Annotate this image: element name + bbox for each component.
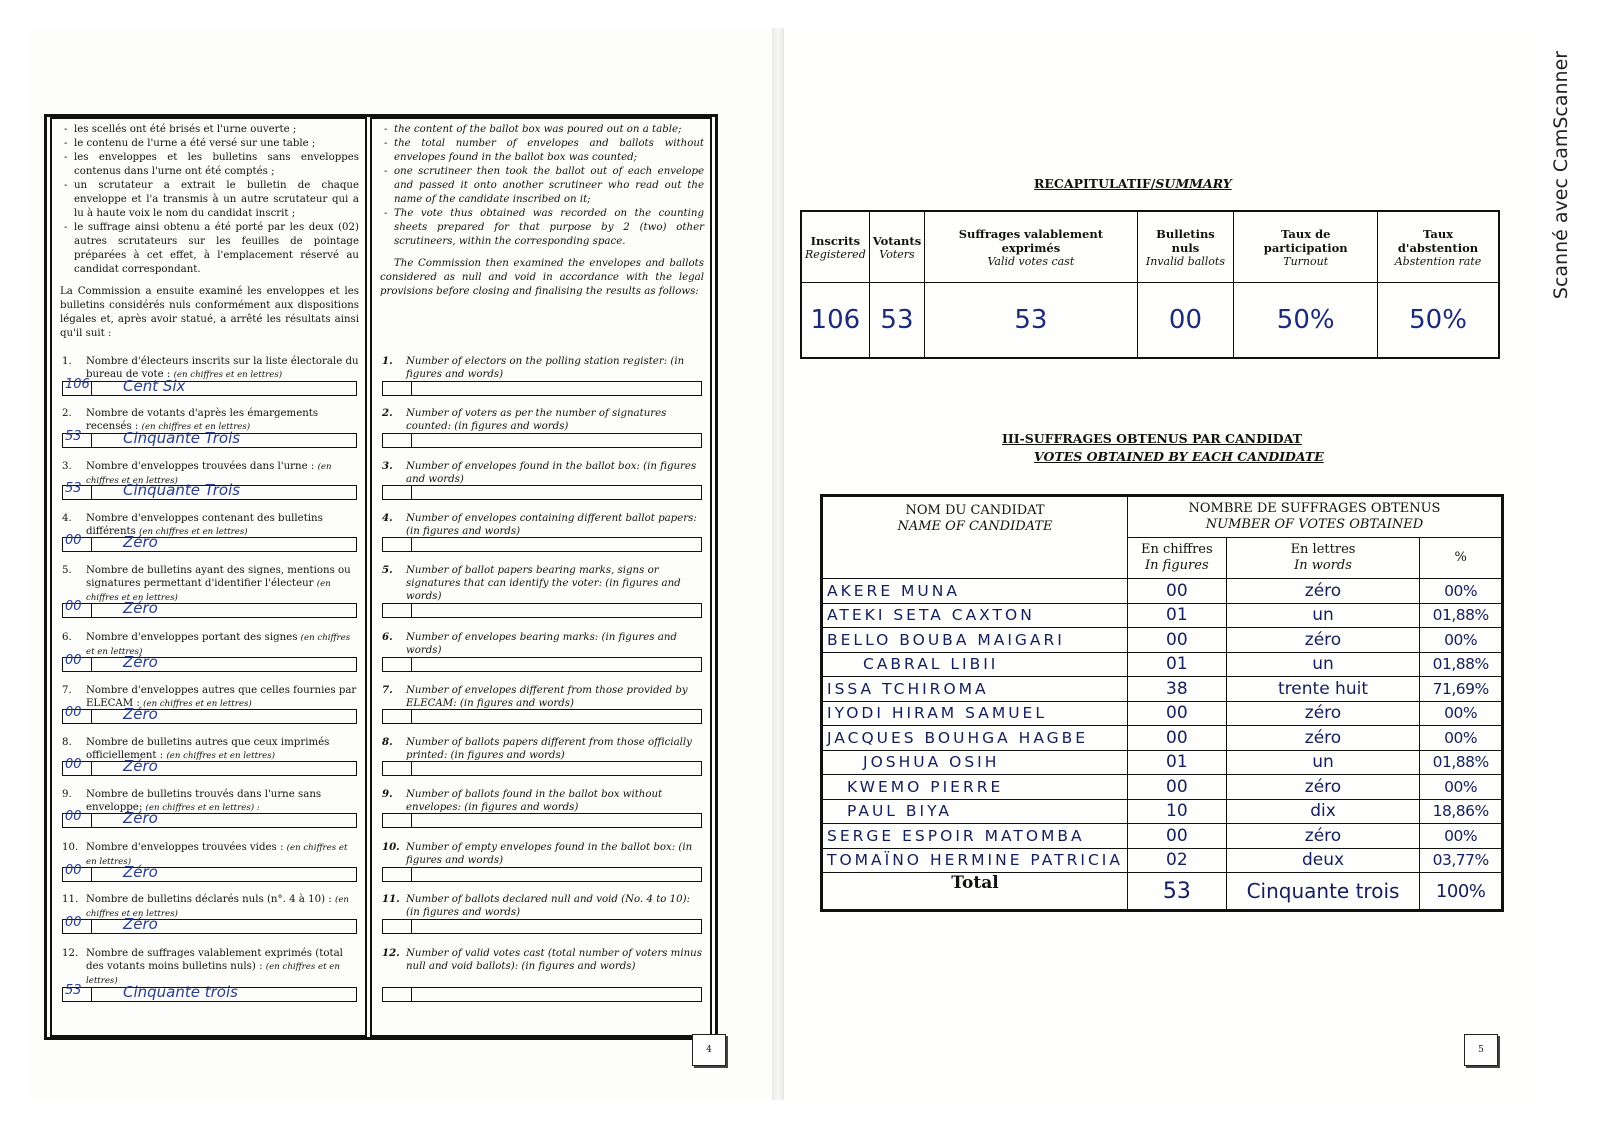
fr-item bbox=[62, 684, 359, 711]
summary-header-fr: Inscrits bbox=[810, 233, 861, 248]
fr-item bbox=[62, 631, 359, 659]
fr-answer-field bbox=[62, 599, 357, 618]
en-item bbox=[382, 947, 704, 973]
fr-item-number: 5. bbox=[62, 565, 72, 576]
candidate-votes-figures: 00 bbox=[1127, 726, 1226, 751]
page-number-left: 4 bbox=[692, 1034, 726, 1066]
answer-figure: 00 bbox=[65, 705, 82, 720]
summary-table bbox=[800, 210, 1500, 359]
en-item-number: 3. bbox=[382, 460, 393, 472]
answer-words: Zéro bbox=[123, 599, 158, 617]
answer-figure: 53 bbox=[65, 429, 82, 444]
fr-item-hint: (en chiffres et en lettres) bbox=[166, 751, 275, 761]
header-votes-obtained bbox=[1127, 496, 1502, 538]
candidate-row bbox=[822, 701, 1503, 726]
fr-item-label: Nombre de votants d'après les émargements recensés : bbox=[86, 408, 319, 432]
minutes-frame bbox=[44, 114, 718, 1040]
candidate-name: ISSA TCHIROMA bbox=[822, 677, 1128, 702]
french-intro-paragraph: La Commission a ensuite examiné les enveloppes et les bulletins considérés nuls conformément aux dispositions légales et, après avoir statué, a arrêté les résultats ainsi qu'il suit : bbox=[60, 286, 359, 339]
answer-figure-box bbox=[383, 434, 412, 447]
candidate-votes-figures: 38 bbox=[1127, 677, 1226, 702]
fr-bullet: - les enveloppes et les bulletins sans enveloppes contenus dans l'urne ont été comptés ; bbox=[74, 151, 359, 179]
candidate-votes-figures: 01 bbox=[1127, 652, 1226, 677]
candidate-votes-words: un bbox=[1226, 750, 1420, 775]
summary-value-cell: 50% bbox=[1378, 283, 1499, 359]
fr-item-number: 8. bbox=[62, 737, 72, 748]
en-item-text bbox=[406, 736, 704, 762]
en-item bbox=[382, 893, 704, 919]
summary-header-en: Registered bbox=[805, 247, 866, 261]
fr-item-number: 4. bbox=[62, 513, 72, 524]
en-item-label: Number of ballots declared null and void (No. 4 to 10): (in figures and words) bbox=[406, 894, 691, 918]
camscanner-watermark bbox=[1548, 30, 1574, 320]
candidate-votes-words: zéro bbox=[1226, 824, 1420, 849]
summary-value-cell: 50% bbox=[1234, 283, 1378, 359]
total-label: Total bbox=[822, 873, 1128, 911]
fr-item-label: Nombre d'enveloppes portant des signes bbox=[86, 632, 298, 643]
answer-words: Zéro bbox=[123, 863, 158, 881]
candidate-name: PAUL BIYA bbox=[822, 799, 1128, 824]
fr-answer-field bbox=[62, 915, 357, 934]
en-item bbox=[382, 512, 704, 538]
candidate-votes-words: zéro bbox=[1226, 628, 1420, 653]
summary-header-en: Voters bbox=[879, 247, 915, 261]
en-item-text bbox=[406, 512, 704, 538]
votes-title-fr: III-SUFFRAGES OBTENUS PAR CANDIDAT bbox=[1002, 431, 1302, 446]
answer-figure-box bbox=[383, 658, 412, 671]
candidate-row bbox=[822, 652, 1503, 677]
fr-answer-field bbox=[62, 533, 357, 552]
fr-item-number: 2. bbox=[62, 408, 72, 419]
summary-header-fr: Bulletins nuls bbox=[1156, 226, 1215, 255]
summary-title: RECAPITULATIF/SUMMARY bbox=[1034, 176, 1232, 191]
header-candidate-name bbox=[822, 496, 1128, 579]
answer-figure: 106 bbox=[65, 377, 90, 392]
candidate-name: JOSHUA OSIH bbox=[822, 750, 1128, 775]
candidate-row bbox=[822, 775, 1503, 800]
total-words: Cinquante trois bbox=[1226, 873, 1420, 911]
en-answer-field bbox=[382, 813, 702, 828]
summary-value-cell: 53 bbox=[925, 283, 1137, 359]
french-column bbox=[50, 117, 367, 1037]
en-answer-field bbox=[382, 433, 702, 448]
candidate-name: BELLO BOUBA MAIGARI bbox=[822, 628, 1128, 653]
fr-item-hint: (en chiffres et en lettres) bbox=[139, 527, 248, 537]
answer-figure-box bbox=[383, 710, 412, 723]
answer-figure-box bbox=[383, 486, 412, 499]
summary-header-cell bbox=[925, 211, 1137, 283]
summary-header-en: Valid votes cast bbox=[987, 254, 1075, 268]
total-figures: 53 bbox=[1127, 873, 1226, 911]
candidate-row bbox=[822, 579, 1503, 604]
fr-item-label: Nombre d'enveloppes trouvées vides : bbox=[86, 842, 284, 853]
candidate-name: KWEMO PIERRE bbox=[822, 775, 1128, 800]
answer-figure: 53 bbox=[65, 983, 82, 998]
en-item-number: 1. bbox=[382, 355, 393, 367]
fr-item bbox=[62, 736, 359, 763]
summary-value-cell: 53 bbox=[869, 283, 924, 359]
en-item-text bbox=[406, 893, 704, 919]
en-item-number: 7. bbox=[382, 684, 393, 696]
fr-item-hint: (en chiffres et en lettres) bbox=[86, 895, 349, 919]
summary-value-cell: 106 bbox=[801, 283, 869, 359]
en-bullet: - The vote thus obtained was recorded on the counting sheets prepared for that purpose by 2 (two) other scrutineers, within the corresponding space. bbox=[394, 207, 704, 249]
fr-item-hint: (en chiffres et en lettres) bbox=[141, 422, 251, 432]
header-percent: % bbox=[1420, 538, 1503, 579]
candidate-votes-words: zéro bbox=[1226, 701, 1420, 726]
candidate-percent: 03,77% bbox=[1420, 848, 1503, 873]
answer-words: Zéro bbox=[123, 705, 158, 723]
en-bullet: - the content of the ballot box was poured out on a table; bbox=[394, 123, 704, 137]
candidate-percent: 71,69% bbox=[1420, 677, 1503, 702]
fr-item-number: 10. bbox=[62, 842, 79, 853]
answer-words: Cinquante Trois bbox=[123, 429, 241, 447]
answer-figure-box bbox=[383, 868, 412, 881]
candidate-percent: 00% bbox=[1420, 701, 1503, 726]
candidate-votes-figures: 00 bbox=[1127, 628, 1226, 653]
answer-figure-box bbox=[383, 382, 412, 395]
english-intro-paragraph: The Commission then examined the envelopes and ballots considered as null and void in accordance with the legal provisions before closing and finalising the results as follows: bbox=[380, 258, 704, 297]
summary-header-en: Abstention rate bbox=[1394, 254, 1482, 268]
candidate-votes-figures: 01 bbox=[1127, 750, 1226, 775]
candidate-name: JACQUES BOUHGA HAGBE bbox=[822, 726, 1128, 751]
candidate-votes-figures: 00 bbox=[1127, 701, 1226, 726]
answer-figure-box bbox=[383, 920, 412, 933]
fr-item-label: Nombre de bulletins trouvés dans l'urne sans enveloppe: bbox=[86, 789, 322, 813]
page-number-right: 5 bbox=[1464, 1034, 1498, 1066]
candidate-votes-words: deux bbox=[1226, 848, 1420, 873]
candidate-percent: 18,86% bbox=[1420, 799, 1503, 824]
fr-item-hint: (en chiffres et en lettres) bbox=[143, 699, 252, 709]
en-item-number: 5. bbox=[382, 564, 393, 576]
summary-value-cell: 00 bbox=[1137, 283, 1234, 359]
header-in-words bbox=[1226, 538, 1420, 579]
en-item-label: Number of valid votes cast (total number of voters minus null and void ballots): (in figures and words) bbox=[406, 948, 702, 972]
answer-figure: 00 bbox=[65, 757, 82, 772]
summary-header-fr: Taux d'abstention bbox=[1397, 226, 1479, 255]
fr-answer-field bbox=[62, 809, 357, 828]
summary-header-fr: Votants bbox=[872, 233, 922, 248]
candidate-votes-figures: 00 bbox=[1127, 775, 1226, 800]
candidate-votes-words: zéro bbox=[1226, 726, 1420, 751]
answer-figure: 53 bbox=[65, 481, 82, 496]
en-item-text bbox=[406, 684, 704, 710]
answer-words: Cent Six bbox=[123, 377, 186, 395]
answer-figure: 00 bbox=[65, 599, 82, 614]
fr-answer-field bbox=[62, 429, 357, 448]
summary-header-row bbox=[801, 211, 1499, 283]
candidate-percent: 01,88% bbox=[1420, 603, 1503, 628]
summary-header-cell bbox=[1137, 211, 1234, 283]
en-item-text bbox=[406, 564, 704, 603]
fr-item bbox=[62, 564, 359, 605]
camscanner-text: Scanné avec CamScanner bbox=[1550, 50, 1572, 300]
candidate-name: IYODI HIRAM SAMUEL bbox=[822, 701, 1128, 726]
candidate-row bbox=[822, 848, 1503, 873]
summary-header-en: Turnout bbox=[1283, 254, 1329, 268]
fr-item-label: Nombre de bulletins ayant des signes, mentions ou signatures permettant d'identifier l'électeur bbox=[86, 565, 351, 589]
candidate-name: ATEKI SETA CAXTON bbox=[822, 603, 1128, 628]
candidate-votes-words: zéro bbox=[1226, 775, 1420, 800]
candidate-votes-figures: 10 bbox=[1127, 799, 1226, 824]
answer-words: Zéro bbox=[123, 653, 158, 671]
en-item-label: Number of ballots found in the ballot box without envelopes: (in figures and words) bbox=[406, 789, 663, 813]
candidate-votes-figures: 00 bbox=[1127, 824, 1226, 849]
en-answer-field bbox=[382, 537, 702, 552]
fr-item-hint: (en chiffres et en lettres) bbox=[173, 370, 283, 380]
fr-item-label: Nombre d'enveloppes trouvées dans l'urne : bbox=[86, 461, 315, 472]
header-candidate-name-fr: NOM DU CANDIDAT bbox=[905, 503, 1045, 518]
candidate-row bbox=[822, 603, 1503, 628]
candidate-percent: 00% bbox=[1420, 579, 1503, 604]
en-item-number: 6. bbox=[382, 631, 393, 643]
candidate-name: SERGE ESPOIR MATOMBA bbox=[822, 824, 1128, 849]
candidate-row bbox=[822, 628, 1503, 653]
candidate-name: AKERE MUNA bbox=[822, 579, 1128, 604]
en-item-text bbox=[406, 947, 704, 973]
votes-title-en: VOTES OBTAINED BY EACH CANDIDATE bbox=[1034, 449, 1324, 464]
fr-item-hint: (en chiffres et en lettres) : bbox=[145, 803, 260, 813]
en-answer-field bbox=[382, 987, 702, 1002]
candidate-votes-figures: 01 bbox=[1127, 603, 1226, 628]
summary-header-fr: Suffrages valablement exprimés bbox=[958, 226, 1104, 255]
fr-item bbox=[62, 893, 359, 921]
en-item-number: 2. bbox=[382, 407, 393, 419]
answer-figure-box bbox=[383, 538, 412, 551]
en-item-number: 8. bbox=[382, 736, 393, 748]
answer-figure: 00 bbox=[65, 915, 82, 930]
fr-bullet: - le suffrage ainsi obtenu a été porté par les deux (02) autres scrutateurs sur les feuilles de pointage préparées à cet effet, à l'emplacement réservé au candidat correspondant. bbox=[74, 221, 359, 277]
fr-item-number: 7. bbox=[62, 685, 72, 696]
answer-figure: 00 bbox=[65, 653, 82, 668]
fr-item bbox=[62, 355, 359, 382]
fr-item-label: Nombre de bulletins autres que ceux imprimés officiellement : bbox=[86, 737, 330, 761]
answer-figure: 00 bbox=[65, 863, 82, 878]
answer-figure-box bbox=[383, 988, 412, 1001]
en-answer-field bbox=[382, 919, 702, 934]
candidate-votes-words: zéro bbox=[1226, 579, 1420, 604]
candidate-row bbox=[822, 750, 1503, 775]
en-item-text bbox=[406, 631, 704, 657]
en-item bbox=[382, 841, 704, 867]
total-percent: 100% bbox=[1420, 873, 1503, 911]
header-in-words-fr: En lettres bbox=[1290, 542, 1356, 557]
fr-item-number: 6. bbox=[62, 632, 72, 643]
candidate-votes-words: dix bbox=[1226, 799, 1420, 824]
candidate-row bbox=[822, 726, 1503, 751]
summary-header-cell bbox=[1378, 211, 1499, 283]
en-answer-field bbox=[382, 603, 702, 618]
en-item-number: 10. bbox=[382, 841, 400, 853]
fr-item-label: Nombre d'enveloppes contenant des bulletins différents bbox=[86, 513, 323, 537]
fr-item-number: 9. bbox=[62, 789, 72, 800]
answer-words: Zéro bbox=[123, 915, 158, 933]
fr-item-hint: (en chiffres et en lettres) bbox=[86, 633, 351, 657]
fr-item-number: 11. bbox=[62, 894, 79, 905]
en-item-text bbox=[406, 460, 704, 486]
fr-answer-field bbox=[62, 481, 357, 500]
en-item-text bbox=[406, 407, 704, 433]
candidate-percent: 00% bbox=[1420, 628, 1503, 653]
answer-figure: 00 bbox=[65, 809, 82, 824]
fr-item-hint: (en chiffres et en lettres) bbox=[86, 843, 348, 867]
fr-item bbox=[62, 512, 359, 539]
fr-item-number: 12. bbox=[62, 948, 79, 959]
fr-item-number: 1. bbox=[62, 356, 72, 367]
summary-header-en: Invalid ballots bbox=[1145, 254, 1225, 268]
en-item-number: 9. bbox=[382, 788, 393, 800]
en-bullet: - the total number of envelopes and ballots without envelopes found in the ballot box was counted; bbox=[394, 137, 704, 165]
fr-item bbox=[62, 947, 359, 988]
summary-header-cell bbox=[1234, 211, 1378, 283]
fr-item-text bbox=[86, 947, 359, 988]
en-item-label: Number of electors on the polling station register: (in figures and words) bbox=[406, 356, 685, 380]
candidate-votes-words: un bbox=[1226, 652, 1420, 677]
candidate-name: CABRAL LIBII bbox=[822, 652, 1128, 677]
candidate-percent: 00% bbox=[1420, 824, 1503, 849]
fr-item-hint: (en chiffres et en lettres) bbox=[86, 462, 332, 486]
fr-answer-field bbox=[62, 377, 357, 396]
answer-figure-box bbox=[383, 762, 412, 775]
fr-answer-field bbox=[62, 757, 357, 776]
candidate-row bbox=[822, 824, 1503, 849]
en-item-text bbox=[406, 841, 704, 867]
candidate-percent: 01,88% bbox=[1420, 750, 1503, 775]
answer-words: Cinquante trois bbox=[123, 983, 238, 1001]
summary-header-cell bbox=[869, 211, 924, 283]
header-votes-obtained-fr: NOMBRE DE SUFFRAGES OBTENUS bbox=[1188, 501, 1441, 516]
en-answer-field bbox=[382, 709, 702, 724]
header-in-figures-en: In figures bbox=[1145, 558, 1209, 573]
summary-values-row bbox=[801, 283, 1499, 359]
en-bullet: - one scrutineer then took the ballot out of each envelope and passed it onto another scrutineer who read out the name of the candidate inscribed on it; bbox=[394, 165, 704, 207]
en-item bbox=[382, 631, 704, 657]
summary-header-cell bbox=[801, 211, 869, 283]
votes-header-row-1 bbox=[822, 496, 1503, 538]
en-item-text bbox=[406, 788, 704, 814]
fr-item-label: Nombre d'électeurs inscrits sur la liste électorale du bureau de vote : bbox=[86, 356, 359, 380]
candidate-row bbox=[822, 799, 1503, 824]
votes-table bbox=[820, 494, 1504, 912]
en-item bbox=[382, 407, 704, 433]
votes-total-row bbox=[822, 873, 1503, 911]
header-in-words-en: In words bbox=[1294, 558, 1352, 573]
fr-bullet: - un scrutateur a extrait le bulletin de chaque enveloppe et l'a transmis à un autre scrutateur qui a lu à haute voix le nom du candidat inscrit ; bbox=[74, 179, 359, 221]
en-item bbox=[382, 460, 704, 486]
fr-bullet: - les scellés ont été brisés et l'urne ouverte ; bbox=[74, 123, 359, 137]
header-in-figures bbox=[1127, 538, 1226, 579]
candidate-percent: 01,88% bbox=[1420, 652, 1503, 677]
english-column bbox=[370, 117, 712, 1037]
answer-words: Zéro bbox=[123, 757, 158, 775]
en-item-label: Number of envelopes different from those provided by ELECAM: (in figures and words) bbox=[406, 685, 688, 709]
header-candidate-name-en: NAME OF CANDIDATE bbox=[897, 519, 1053, 534]
en-item-label: Number of voters as per the number of signatures counted: (in figures and words) bbox=[406, 408, 667, 432]
en-item-text bbox=[406, 355, 704, 381]
answer-figure-box bbox=[383, 814, 412, 827]
en-item bbox=[382, 684, 704, 710]
fr-item bbox=[62, 841, 359, 869]
en-item-label: Number of ballots papers different from those officially printed: (in figures and words) bbox=[406, 737, 692, 761]
fr-item-hint: (en chiffres et en lettres) bbox=[86, 962, 340, 986]
candidate-percent: 00% bbox=[1420, 726, 1503, 751]
en-answer-field bbox=[382, 657, 702, 672]
en-item-number: 12. bbox=[382, 947, 400, 959]
candidate-votes-words: trente huit bbox=[1226, 677, 1420, 702]
en-item-number: 11. bbox=[382, 893, 400, 905]
fr-answer-field bbox=[62, 863, 357, 882]
fr-item-number: 3. bbox=[62, 461, 72, 472]
candidate-percent: 00% bbox=[1420, 775, 1503, 800]
en-item bbox=[382, 355, 704, 381]
en-answer-field bbox=[382, 381, 702, 396]
header-in-figures-fr: En chiffres bbox=[1141, 542, 1213, 557]
en-item bbox=[382, 564, 704, 603]
candidate-votes-figures: 02 bbox=[1127, 848, 1226, 873]
fr-answer-field bbox=[62, 653, 357, 672]
answer-figure: 00 bbox=[65, 533, 82, 548]
fr-answer-field bbox=[62, 983, 357, 1002]
fr-item-label: Nombre de bulletins déclarés nuls (n°. 4 à 10) : bbox=[86, 894, 332, 905]
candidate-row bbox=[822, 677, 1503, 702]
en-answer-field bbox=[382, 761, 702, 776]
answer-words: Zéro bbox=[123, 533, 158, 551]
fr-bullet: - le contenu de l'urne a été versé sur une table ; bbox=[74, 137, 359, 151]
fr-item-hint: (en chiffres et en lettres) bbox=[86, 579, 331, 603]
en-answer-field bbox=[382, 485, 702, 500]
candidate-votes-figures: 00 bbox=[1127, 579, 1226, 604]
candidate-votes-words: un bbox=[1226, 603, 1420, 628]
fr-item-label: Nombre d'enveloppes autres que celles fournies par ELECAM : bbox=[86, 685, 357, 709]
answer-words: Cinquante Trois bbox=[123, 481, 241, 499]
en-item bbox=[382, 736, 704, 762]
fr-item-label: Nombre de suffrages valablement exprimés (total des votants moins bulletins nuls) : bbox=[86, 948, 343, 972]
en-item bbox=[382, 788, 704, 814]
header-votes-obtained-en: NUMBER OF VOTES OBTAINED bbox=[1205, 517, 1424, 532]
en-item-label: Number of empty envelopes found in the ballot box: (in figures and words) bbox=[406, 842, 693, 866]
french-intro bbox=[60, 123, 359, 341]
en-item-label: Number of ballot papers bearing marks, signs or signatures that can identify the voter: (in figures and words) bbox=[406, 565, 681, 602]
english-intro bbox=[380, 123, 704, 299]
en-item-label: Number of envelopes found in the ballot box: (in figures and words) bbox=[406, 461, 697, 485]
summary-header-fr: Taux de participation bbox=[1263, 226, 1348, 255]
answer-figure-box bbox=[383, 604, 412, 617]
en-answer-field bbox=[382, 867, 702, 882]
candidate-name: TOMAÏNO HERMINE PATRICIA bbox=[822, 848, 1128, 873]
fr-answer-field bbox=[62, 705, 357, 724]
answer-words: Zéro bbox=[123, 809, 158, 827]
en-item-label: Number of envelopes containing different ballot papers: (in figures and words) bbox=[406, 513, 697, 537]
book-spine bbox=[772, 28, 784, 1100]
en-item-label: Number of envelopes bearing marks: (in figures and words) bbox=[406, 632, 677, 656]
en-item-number: 4. bbox=[382, 512, 393, 524]
fr-item bbox=[62, 788, 359, 815]
